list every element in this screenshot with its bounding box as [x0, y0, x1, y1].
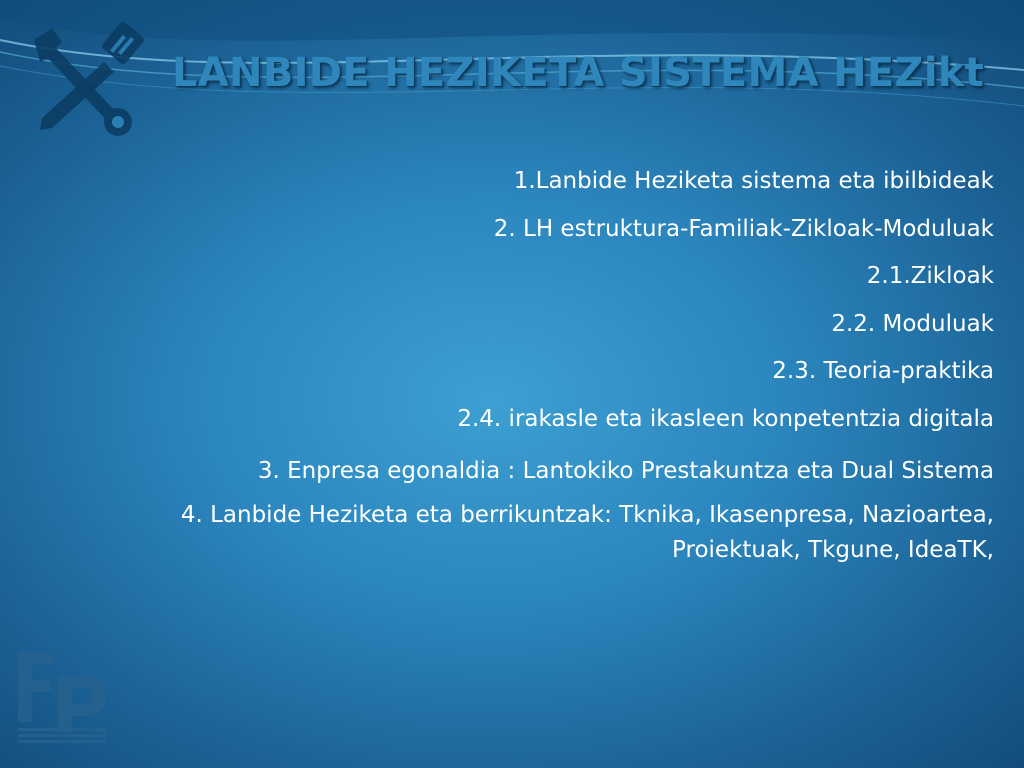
- outline-item: 3. Enpresa egonaldia : Lantokiko Prestakuntza eta Dual Sistema: [257, 457, 994, 484]
- outline-item: 2.1.Zikloak: [866, 263, 994, 290]
- fp-logo-icon: [14, 646, 110, 746]
- outline-item: 2.3. Teoria-praktika: [772, 358, 994, 385]
- outline-item: 2.2. Moduluak: [831, 310, 994, 337]
- outline-item: 2. LH estruktura-Familiak-Zikloak-Moduluak: [493, 215, 994, 242]
- tools-icon: [22, 22, 150, 140]
- outline-item: 1.Lanbide Heziketa sistema eta ibilbideak: [513, 168, 994, 194]
- outline-item: 4. Lanbide Heziketa eta berrikuntzak: Tknika, Ikasenpresa, Nazioartea, Proiektuak, Tkgune, IdeaTK,: [180, 502, 994, 563]
- slide-title: LANBIDE HEZIKETA SISTEMA HEZikt: [172, 50, 985, 96]
- outline-item: 2.4. irakasle eta ikasleen konpetentzia digitala: [457, 405, 994, 432]
- slide-outline-list: [94, 168, 994, 577]
